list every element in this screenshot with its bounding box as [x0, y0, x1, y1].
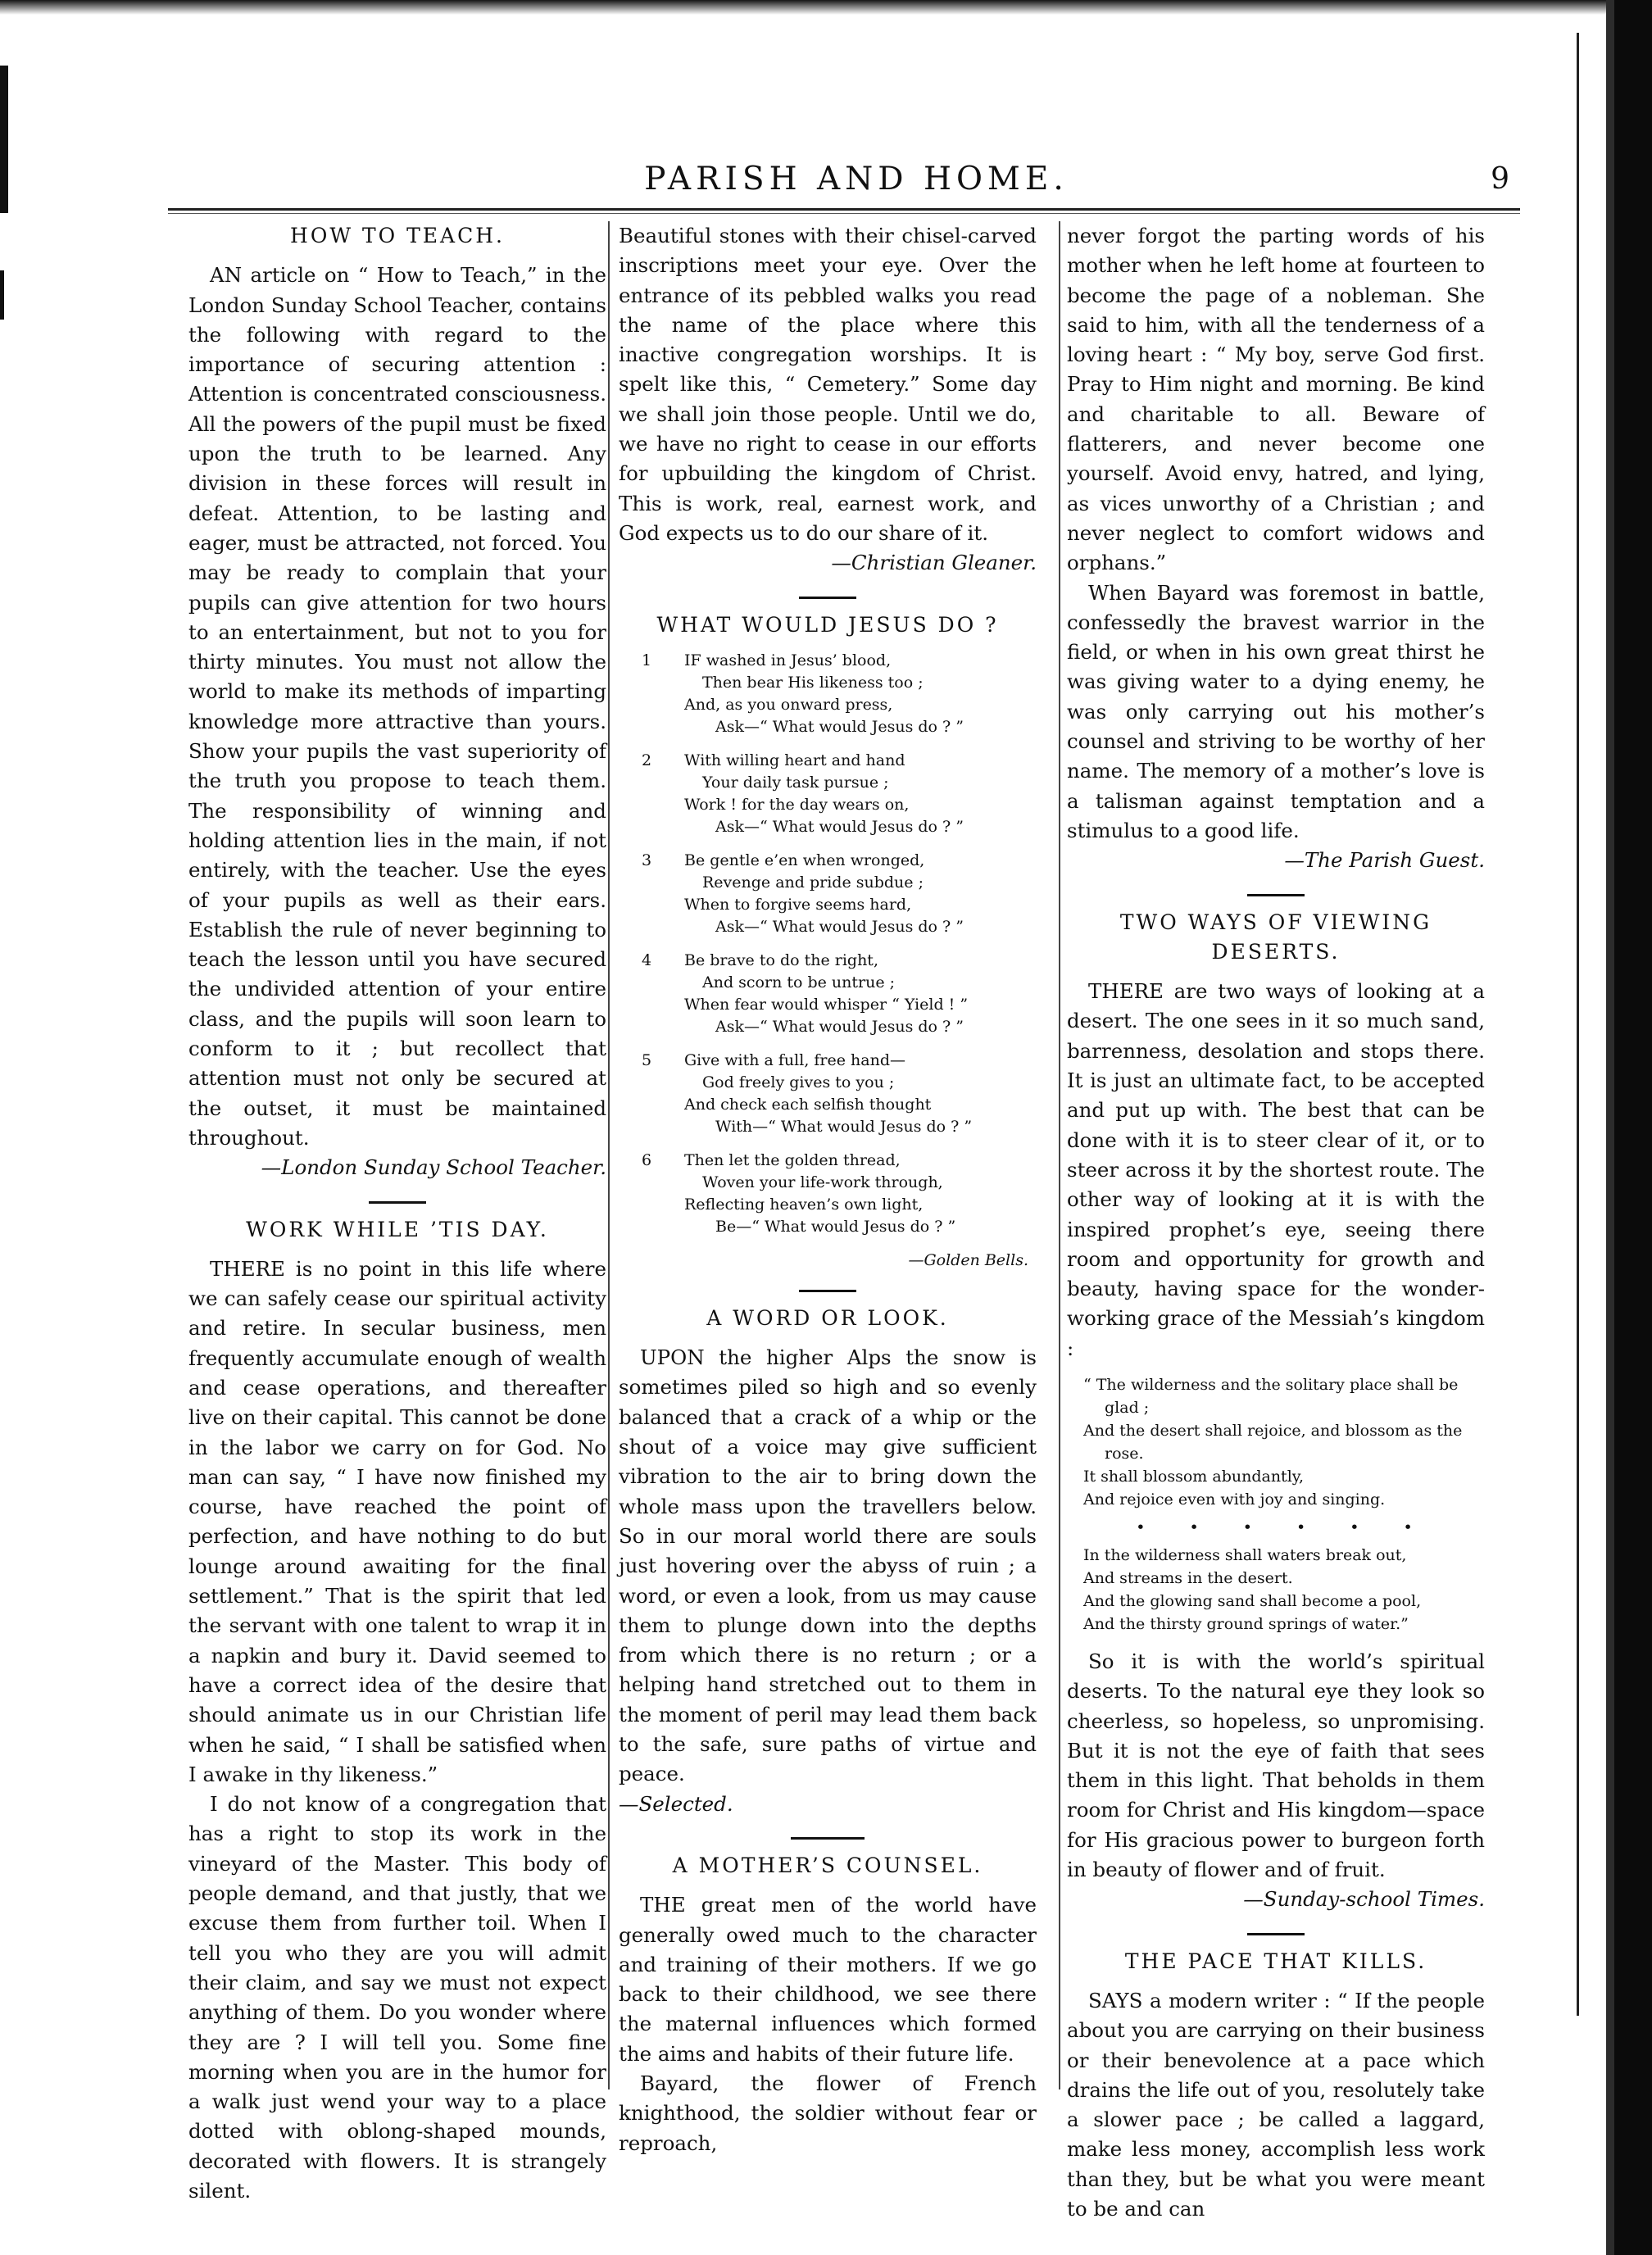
article-title: A MOTHER’S COUNSEL. [672, 1853, 983, 1877]
poem-line: Be brave to do the right, [684, 951, 878, 969]
poem-line: When to forgive seems hard, [684, 895, 912, 914]
article-title: A WORD OR LOOK. [706, 1305, 949, 1330]
stanza-number: 3 [642, 851, 652, 869]
poem-line: Be—“ What would Jesus do ? ” [715, 1217, 956, 1236]
poem-line: Revenge and pride subdue ; [702, 873, 924, 892]
poem-line: Your daily task pursue ; [702, 773, 889, 792]
article-paragraph: Beautiful stones with their chisel-carved inscriptions meet your eye. Over the entrance of its pebbled walks you read the name of the place where this inactive congregation worships. It is spelt like this, “ Cemetery.” Some day we shall join those people. Until we do, we have no right to cease in our efforts for upbuilding the kingdom of Christ. This is work, real, earnest work, and God expects us to do our share of it. [619, 224, 1037, 545]
column-left [188, 221, 606, 2203]
article-source: —The Parish Guest. [1284, 848, 1485, 873]
section-rule [791, 1837, 865, 1840]
column-middle [619, 221, 1037, 2155]
quote-line: It shall blossom abundantly, [1083, 1467, 1305, 1486]
poem [619, 650, 1037, 1272]
article-paragraph: UPON the higher Alps the snow is sometimes piled so high and so evenly balanced that a crack of a whip or the shout of a voice may give sufficient vibration to the air to bring down the whole mass upon the travellers below. So in our moral world there are souls just hovering over the abyss of ruin ; a word, or even a look, from us may cause them to plunge down into the depths from which there is no return ; or a helping hand stretched out to them in the moment of peril may lead them back to the safe, sure paths of virtue and peace. [619, 1345, 1037, 1786]
article-title: HOW TO TEACH. [290, 224, 505, 247]
poem-stanza [619, 650, 1037, 738]
poem-line: IF washed in Jesus’ blood, [684, 651, 892, 669]
article-source: —Sunday-school Times. [1243, 1887, 1485, 1912]
poem-stanza [619, 750, 1037, 838]
quote-line: glad ; [1105, 1398, 1150, 1417]
poem-line: With—“ What would Jesus do ? ” [715, 1117, 973, 1136]
poem-line: And, as you onward press, [684, 695, 893, 714]
quote-ellipsis: • • • • • • [1136, 1518, 1432, 1536]
section-rule [799, 597, 856, 599]
header-rule [168, 208, 1520, 214]
poem-line: God freely gives to you ; [702, 1073, 895, 1091]
article-paragraph: never forgot the parting words of his mother when he left home at fourteen to become the page of a nobleman. She said to him, with all the tenderness of a loving heart : “ My boy, serve God first. Pray to Him night and morning. Be kind and charitable to all. Beware of flatterers, and never become one yourself. Avoid envy, hatred, and lying, as vices unworthy of a Christian ; and never neglect to comfort widows and orphans.” [1067, 224, 1485, 575]
scripture-quote [1067, 1373, 1485, 1636]
stanza-number: 2 [642, 751, 652, 769]
poem-line: Be gentle e’en when wronged, [684, 851, 925, 869]
stanza-number: 5 [642, 1050, 652, 1069]
article-paragraph: So it is with the world’s spiritual deserts. To the natural eye they look so cheerless, so hopeless, so unpromising. But it is not the eye of faith that sees them in this light. That beholds in them room for Christ and His kingdom—space for His gracious power to burgeon forth in beauty of flower and of fruit. [1067, 1649, 1485, 1882]
poem-line: Ask—“ What would Jesus do ? ” [715, 917, 964, 936]
column-divider [608, 221, 610, 2089]
column-divider [1059, 221, 1060, 2089]
poem-title: WHAT WOULD JESUS DO ? [656, 612, 999, 637]
poem-source: —Golden Bells. [908, 1250, 1028, 1269]
poem-line: And scorn to be untrue ; [702, 973, 896, 991]
poem-line: Ask—“ What would Jesus do ? ” [715, 1017, 964, 1036]
section-rule [1247, 1933, 1305, 1935]
page-number: 9 [1491, 162, 1509, 196]
quote-line: rose. [1105, 1444, 1144, 1463]
quote-line: And the glowing sand shall become a pool, [1083, 1591, 1422, 1610]
article-title: THE PACE THAT KILLS. [1124, 1949, 1427, 1973]
article-paragraph: I do not know of a congregation that has a right to stop its work in the vineyard of the Master. This body of people demand, and that justly, that we excuse them from further toil. When I tell you who they are you will admit their claim, and say we must not expect anything of them. Do you wonder where they are ? I will tell you. Some fine morning when you are in the humor for a walk just wend your way to a place dotted with oblong-shaped mounds, decorated with flowers. It is strangely silent. [188, 1792, 606, 2203]
article-paragraph: Bayard, the flower of French knighthood, the soldier without fear or reproach, [619, 2071, 1037, 2155]
quote-part-b [1083, 1544, 1485, 1636]
section-rule [1247, 894, 1305, 896]
poem-line: Then bear His likeness too ; [702, 673, 924, 692]
quote-line: And the desert shall rejoice, and blossom as the [1083, 1421, 1463, 1440]
poem-line: Woven your life-work through, [702, 1173, 943, 1191]
quote-line: And streams in the desert. [1083, 1568, 1293, 1587]
article-paragraph: THERE are two ways of looking at a desert. The one sees in it so much sand, barrenness, desolation and stops there. It is just an ultimate fact, to be accepted and put up with. The best that can be done with it is to steer clear of it, or to steer across it by the shortest route. The other way of looking at it is with the inspired prophet’s eye, seeing there room and opportunity for growth and beauty, having space for the wonder-working grace of the Messiah’s kingdom : [1067, 979, 1485, 1360]
scan-edge-top [0, 0, 1606, 15]
quote-line: And rejoice even with joy and singing. [1083, 1490, 1386, 1509]
article-source: —Selected. [619, 1791, 733, 1816]
poem-line: And check each selfish thought [684, 1095, 932, 1114]
quote-part-a [1083, 1373, 1485, 1511]
binding-mark-small [0, 270, 4, 320]
article-title: WORK WHILE ’TIS DAY. [246, 1217, 549, 1241]
poem-line: When fear would whisper “ Yield ! ” [684, 995, 969, 1014]
poem-stanza [619, 1150, 1037, 1238]
section-rule [369, 1201, 426, 1204]
quote-line: And the thirsty ground springs of water.” [1083, 1614, 1409, 1633]
poem-stanza [619, 850, 1037, 938]
poem-line: Give with a full, free hand— [684, 1050, 905, 1069]
running-title: PARISH AND HOME. [644, 161, 1069, 197]
scan-edge-right [1606, 0, 1652, 2255]
article-source: —Christian Gleaner. [831, 551, 1037, 575]
poem-stanza [619, 1050, 1037, 1138]
stanza-number: 6 [642, 1150, 652, 1169]
quote-line: In the wilderness shall waters break out, [1083, 1545, 1407, 1564]
poem-line: Reflecting heaven’s own light, [684, 1195, 924, 1214]
binding-mark [0, 66, 8, 213]
article-title: TWO WAYS OF VIEWING DESERTS. [1119, 910, 1432, 964]
section-rule [799, 1290, 856, 1292]
poem-line: Ask—“ What would Jesus do ? ” [715, 717, 964, 736]
article-paragraph: THE great men of the world have generally owed much to the character and training of their mothers. If we go back to their childhood, we see there the maternal influences which formed the aims and habits of their future life. [619, 1893, 1037, 2066]
article-paragraph: When Bayard was foremost in battle, confessedly the bravest warrior in the field, or when in his own great thirst he was giving water to a dying enemy, he was only carrying out his mother’s counsel and striving to be worthy of her name. The memory of a mother’s love is a talisman against temptation and a stimulus to a good life. [1067, 580, 1485, 842]
article-paragraph: SAYS a modern writer : “ If the people about you are carrying on their business or their benevolence at a pace which drains the life out of you, resolutely take a slower pace ; be called a laggard, make less money, accomplish less work than they, but be what you were meant to be and can [1067, 1988, 1485, 2221]
poem-line: With willing heart and hand [684, 751, 905, 769]
stanza-number: 4 [642, 951, 652, 969]
column-right [1067, 221, 1485, 2221]
article-paragraph: AN article on “ How to Teach,” in the London Sunday School Teacher, contains the following with regard to the importance of securing attention : Attention is concentrated consciousness. All the powers of the pupil must be fixed upon the truth to be learned. Any division in these forces will result in defeat. Attention, to be lasting and eager, must be attracted, not forced. You may be ready to complain that your pupils can give attention for two hours to an entertainment, but not to you for thirty minutes. You must not allow the world to make its methods of imparting knowledge more attractive than yours. Show your pupils the vast superiority of the truth you propose to teach them. The responsibility of winning and holding attention lies in the main, if not entirely, with the teacher. Use the eyes of your pupils as well as their ears. Establish the rule of never beginning to teach the lesson until you have secured the undivided attention of your entire class, and the pupils will soon learn to conform to it ; but recollect that attention must not only be secured at the outset, it must be maintained throughout. [188, 263, 606, 1150]
stanza-number: 1 [642, 651, 652, 669]
quote-line: “ The wilderness and the solitary place shall be [1083, 1375, 1459, 1394]
page-header [156, 161, 1516, 210]
poem-line: Work ! for the day wears on, [684, 795, 910, 814]
page-edge-rule [1577, 33, 1579, 2016]
article-source: —London Sunday School Teacher. [261, 1155, 606, 1180]
poem-line: Ask—“ What would Jesus do ? ” [715, 817, 964, 836]
poem-line: Then let the golden thread, [684, 1150, 901, 1169]
article-paragraph: THERE is no point in this life where we can safely cease our spiritual activity and retire. In secular business, men frequently accumulate enough of wealth and cease operations, and thereafter live on their capital. This cannot be done in the labor we carry on for God. No man can say, “ I have now finished my course, have reached the point of perfection, and have nothing to do but lounge around awaiting for the final settlement.” That is the spirit that led the servant with one talent to wrap it in a napkin and bury it. David seemed to have a correct idea of the desire that should animate us in our Christian life when he said, “ I shall be satisfied when I awake in thy likeness.” [188, 1256, 606, 1786]
poem-stanza [619, 950, 1037, 1038]
